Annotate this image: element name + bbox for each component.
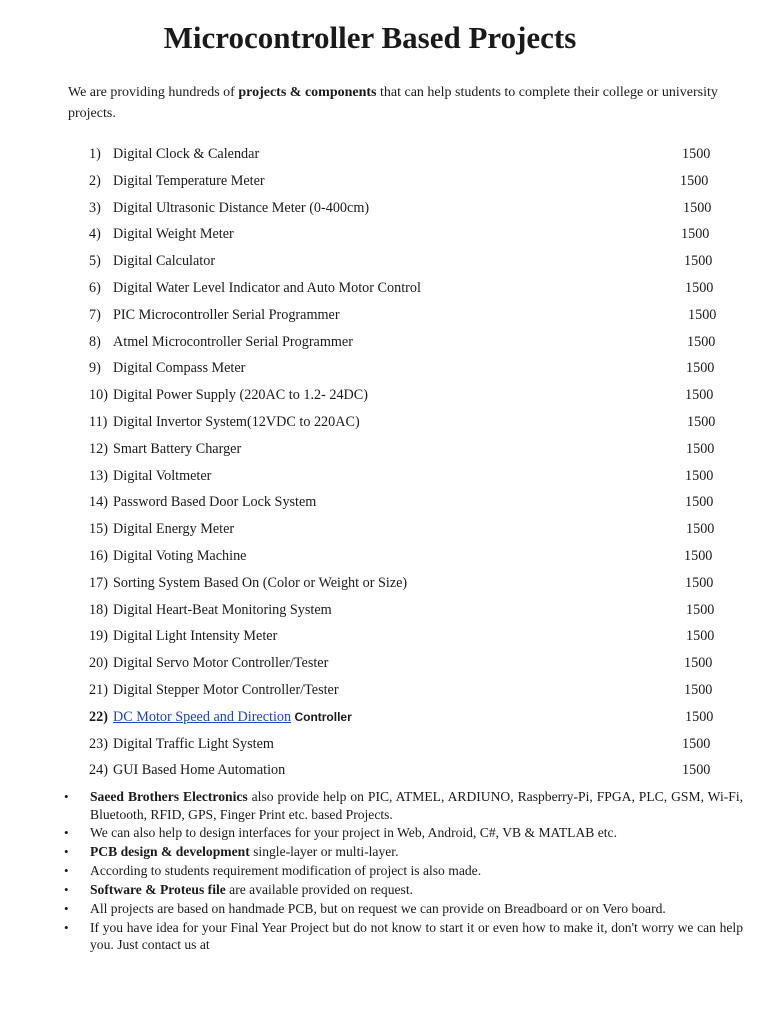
- project-price: 1500: [681, 226, 710, 243]
- project-number: 18): [89, 601, 108, 618]
- bullet-text: are available provided on request.: [225, 882, 413, 898]
- project-number: 3): [89, 199, 101, 216]
- info-bullet-item: [0, 900, 743, 918]
- bullet-dot-icon: •: [64, 919, 69, 935]
- project-price: 1500: [686, 628, 715, 645]
- project-row: [0, 143, 768, 170]
- project-name: Digital Energy Meter: [113, 521, 235, 538]
- project-number: 20): [89, 655, 108, 672]
- bullet-text: also provide help on PIC, ATMEL, ARDIUNO, Raspberry-Pi, FPGA, PLC, GSM, Wi-Fi, Bluetooth, RFID, GPS, Finger Print etc. based Projects.: [90, 789, 744, 822]
- bullet-dot-icon: •: [64, 863, 69, 879]
- project-name: Digital Servo Motor Controller/Tester: [113, 655, 329, 672]
- info-bullet-item: [0, 881, 743, 899]
- project-number: 6): [89, 279, 101, 296]
- project-price: 1500: [684, 681, 713, 698]
- project-number: 12): [89, 440, 108, 457]
- info-bullet-item: [0, 824, 743, 842]
- project-price: 1500: [688, 306, 717, 323]
- project-number: 22): [89, 708, 108, 725]
- bullet-text: All projects are based on handmade PCB, but on request we can provide on Breadboard or on Vero board.: [90, 900, 666, 916]
- project-number: 24): [89, 762, 108, 779]
- project-row: [0, 170, 768, 197]
- project-name: Digital Temperature Meter: [113, 172, 265, 189]
- project-row: [0, 652, 768, 679]
- project-number: 7): [89, 306, 101, 323]
- project-row: [0, 491, 768, 518]
- project-name: Digital Ultrasonic Distance Meter (0-400cm): [113, 199, 370, 216]
- project-row: [0, 223, 768, 250]
- intro-bold: projects & components: [238, 85, 377, 100]
- project-row: [0, 759, 768, 786]
- project-price: 1500: [684, 253, 713, 270]
- project-price: 1500: [683, 199, 712, 216]
- project-price: 1500: [680, 172, 709, 189]
- bullet-bold-text: Software & Proteus file: [90, 882, 226, 898]
- project-price: 1500: [682, 762, 711, 779]
- project-row: [0, 331, 768, 358]
- project-name: Smart Battery Charger: [113, 440, 242, 457]
- project-name: Digital Water Level Indicator and Auto Motor Control: [113, 279, 421, 296]
- project-list: [0, 143, 768, 786]
- project-name: Digital Power Supply (220AC to 1.2- 24DC): [113, 387, 368, 404]
- bullet-dot-icon: •: [64, 882, 69, 898]
- page-title: Microcontroller Based Projects: [163, 20, 577, 55]
- project-number: 10): [89, 387, 108, 404]
- project-name: Atmel Microcontroller Serial Programmer: [113, 333, 353, 350]
- project-row: [0, 706, 768, 733]
- project-name: Digital Clock & Calendar: [113, 146, 260, 162]
- project-price: 1500: [682, 146, 711, 162]
- project-row: [0, 599, 768, 626]
- info-bullet-item: [0, 843, 743, 861]
- project-name: Password Based Door Lock System: [113, 494, 317, 511]
- project-row: [0, 733, 768, 760]
- project-row: [0, 304, 768, 331]
- project-name-suffix: Controller: [291, 709, 352, 724]
- project-row: [0, 518, 768, 545]
- bullet-text: We can also help to design interfaces for your project in Web, Android, C#, VB & MATLAB etc.: [90, 825, 617, 841]
- project-price: 1500: [685, 279, 714, 296]
- project-price: 1500: [686, 601, 715, 618]
- project-name: Digital Compass Meter: [113, 360, 246, 377]
- project-number: 17): [89, 574, 108, 591]
- project-number: 1): [89, 146, 101, 162]
- project-number: 9): [89, 360, 101, 377]
- project-number: 16): [89, 547, 108, 564]
- project-price: 1500: [685, 574, 714, 591]
- project-number: 21): [89, 681, 108, 698]
- project-price: 1500: [686, 440, 715, 457]
- project-price: 1500: [686, 521, 715, 538]
- project-row: [0, 679, 768, 706]
- bullet-bold-text: Saeed Brothers Electronics: [90, 789, 248, 804]
- project-row: [0, 357, 768, 384]
- bullet-dot-icon: •: [64, 789, 69, 804]
- info-bullet-item: [0, 862, 743, 880]
- project-price: 1500: [684, 547, 713, 564]
- bullet-text: single-layer or multi-layer.: [249, 844, 399, 860]
- project-price: 1500: [682, 735, 711, 752]
- project-price: 1500: [685, 494, 714, 511]
- project-name: Digital Heart-Beat Monitoring System: [113, 601, 332, 618]
- project-price: 1500: [685, 708, 714, 725]
- info-bullet-item: [0, 788, 743, 823]
- project-link[interactable]: DC Motor Speed and Direction: [113, 708, 292, 725]
- project-name: Digital Traffic Light System: [113, 735, 274, 752]
- project-row: [0, 625, 768, 652]
- project-name: Digital Invertor System(12VDC to 220AC): [113, 413, 360, 430]
- project-number: 11): [89, 413, 108, 430]
- intro-paragraph: [68, 82, 718, 124]
- project-number: 2): [89, 172, 101, 189]
- project-name: Digital Voting Machine: [113, 547, 247, 564]
- project-row: [0, 197, 768, 224]
- project-row: [0, 465, 768, 492]
- project-row: [0, 545, 768, 572]
- project-row: [0, 277, 768, 304]
- bullet-bold-text: PCB design & development: [90, 844, 250, 860]
- project-number: 23): [89, 735, 108, 752]
- project-number: 14): [89, 494, 108, 511]
- project-number: 13): [89, 467, 108, 484]
- project-row: [0, 572, 768, 599]
- project-name: Sorting System Based On (Color or Weight or Size): [113, 574, 408, 591]
- project-row: [0, 411, 768, 438]
- bullet-dot-icon: •: [64, 900, 69, 916]
- project-number: 5): [89, 253, 101, 270]
- project-price: 1500: [687, 413, 716, 430]
- bullet-text: If you have idea for your Final Year Project but do not know to start it or even how to make it, don't worry we can help you. Just contact us at: [90, 919, 743, 953]
- project-name: GUI Based Home Automation: [113, 762, 286, 779]
- bullet-dot-icon: •: [64, 825, 69, 841]
- project-number: 19): [89, 628, 108, 645]
- project-name: PIC Microcontroller Serial Programmer: [113, 306, 340, 323]
- project-number: 4): [89, 226, 101, 243]
- intro-text-end: that can help students to complete their college or university projects.: [68, 85, 718, 121]
- project-row: [0, 250, 768, 277]
- project-number: 15): [89, 521, 108, 538]
- project-price: 1500: [684, 655, 713, 672]
- bullet-dot-icon: •: [64, 844, 69, 860]
- project-price: 1500: [685, 387, 714, 404]
- project-name: Digital Voltmeter: [113, 467, 212, 484]
- project-name: Digital Calculator: [113, 253, 216, 270]
- project-price: 1500: [686, 360, 715, 377]
- project-row: [0, 438, 768, 465]
- project-name: [113, 706, 352, 728]
- info-bullet-list: [0, 788, 768, 955]
- project-row: [0, 384, 768, 411]
- bullet-text: According to students requirement modification of project is also made.: [90, 863, 482, 879]
- project-name: Digital Stepper Motor Controller/Tester: [113, 681, 339, 698]
- info-bullet-item: [0, 919, 743, 954]
- project-price: 1500: [685, 467, 714, 484]
- intro-text-start: We are providing hundreds of: [68, 85, 239, 100]
- project-price: 1500: [687, 333, 716, 350]
- project-name: Digital Weight Meter: [113, 226, 234, 243]
- project-number: 8): [89, 333, 101, 350]
- project-name: Digital Light Intensity Meter: [113, 628, 278, 645]
